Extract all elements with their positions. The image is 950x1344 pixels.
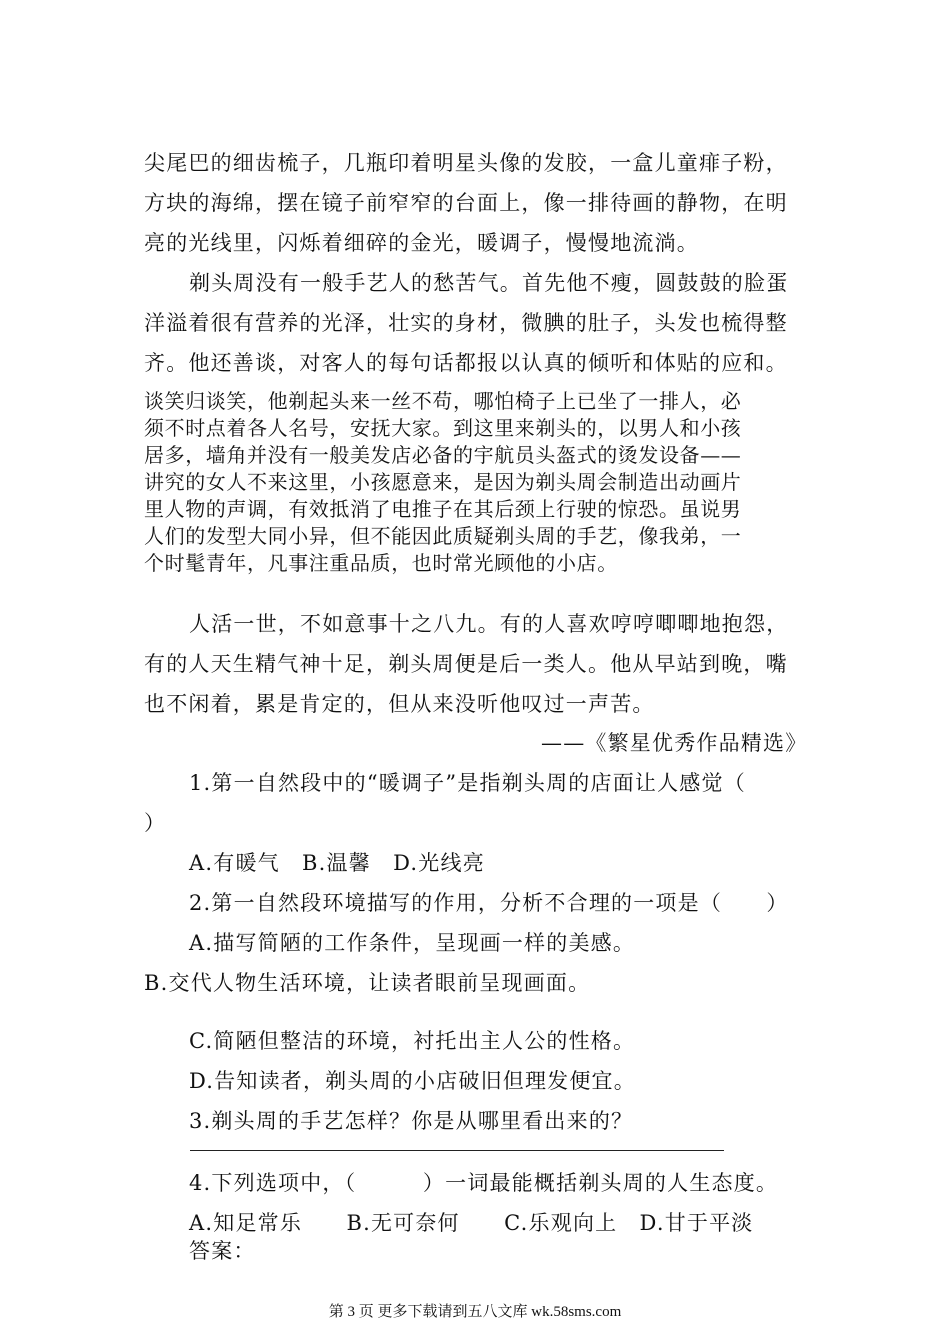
question-2-option-d: D.告知读者，剃头周的小店破旧但理发便宜。 xyxy=(189,1069,636,1093)
question-2-option-b: B.交代人物生活环境，让读者眼前呈现画面。 xyxy=(144,971,591,995)
paragraph-4-line-3: 也不闲着，累是肯定的，但从来没听他叹过一声苦。 xyxy=(144,692,655,716)
question-1-stem-cont: ） xyxy=(144,811,167,835)
paragraph-3-line-3: 居多，墙角并没有一般美发店必备的宇航员头盔式的烫发设备—— xyxy=(144,443,742,467)
paragraph-3-line-5: 里人物的声调，有效抵消了电推子在其后颈上行驶的惊恐。虽说男 xyxy=(144,497,742,521)
question-4-options: A.知足常乐 B.无可奈何 C.乐观向上 D.甘于平淡 xyxy=(189,1211,754,1235)
paragraph-1-line-2: 方块的海绵，摆在镜子前窄窄的台面上，像一排待画的静物，在明 xyxy=(144,191,788,215)
paragraph-2-line-2: 洋溢着很有营养的光泽，壮实的身材，微腆的肚子，头发也梳得整 xyxy=(144,311,788,335)
paragraph-3-line-6: 人们的发型大同小异，但不能因此质疑剃头周的手艺，像我弟，一 xyxy=(144,524,742,548)
paragraph-1-line-1: 尖尾巴的细齿梳子，几瓶印着明星头像的发胶，一盒儿童痱子粉， xyxy=(144,151,788,175)
question-1-options: A.有暖气 B.温馨 D.光线亮 xyxy=(189,851,485,875)
source-citation: ——《繁星优秀作品精选》 xyxy=(541,731,808,755)
question-2-option-c: C.简陋但整洁的环境，衬托出主人公的性格。 xyxy=(189,1029,636,1053)
question-2-option-a: A.描写简陋的工作条件，呈现画一样的美感。 xyxy=(189,931,636,955)
paragraph-3-line-4: 讲究的女人不来这里，小孩愿意来，是因为剃头周会制造出动画片 xyxy=(144,470,742,494)
paragraph-3-line-2: 须不时点着各人名号，安抚大家。到这里来剃头的，以男人和小孩 xyxy=(144,416,742,440)
question-1-stem: 1.第一自然段中的“暖调子”是指剃头周的店面让人感觉（ xyxy=(189,771,746,795)
paragraph-4-line-2: 有的人天生精气神十足，剃头周便是后一类人。他从早站到晚，嘴 xyxy=(144,652,788,676)
page-footer: 第 3 页 更多下载请到五八文库 wk.58sms.com xyxy=(328,1304,622,1320)
paragraph-2-line-1: 剃头周没有一般手艺人的愁苦气。首先他不瘦，圆鼓鼓的脸蛋 xyxy=(189,271,789,295)
question-4-stem: 4.下列选项中，（ ）一词最能概括剃头周的人生态度。 xyxy=(189,1171,779,1195)
question-3-stem: 3.剃头周的手艺怎样？你是从哪里看出来的？ xyxy=(189,1109,634,1133)
answer-label: 答案： xyxy=(189,1239,256,1263)
paragraph-4-line-1: 人活一世，不如意事十之八九。有的人喜欢哼哼唧唧地抱怨， xyxy=(189,612,789,636)
question-3-answer-line xyxy=(190,1150,724,1151)
paragraph-3-line-7: 个时髦青年，凡事注重品质，也时常光顾他的小店。 xyxy=(144,551,618,575)
paragraph-3-line-1: 谈笑归谈笑，他剃起头来一丝不苟，哪怕椅子上已坐了一排人，必 xyxy=(144,389,742,413)
question-2-stem: 2.第一自然段环境描写的作用，分析不合理的一项是（ ） xyxy=(189,891,789,915)
paragraph-1-line-3: 亮的光线里，闪烁着细碎的金光，暖调子，慢慢地流淌。 xyxy=(144,231,699,255)
paragraph-2-line-3: 齐。他还善谈，对客人的每句话都报以认真的倾听和体贴的应和。 xyxy=(144,351,788,375)
